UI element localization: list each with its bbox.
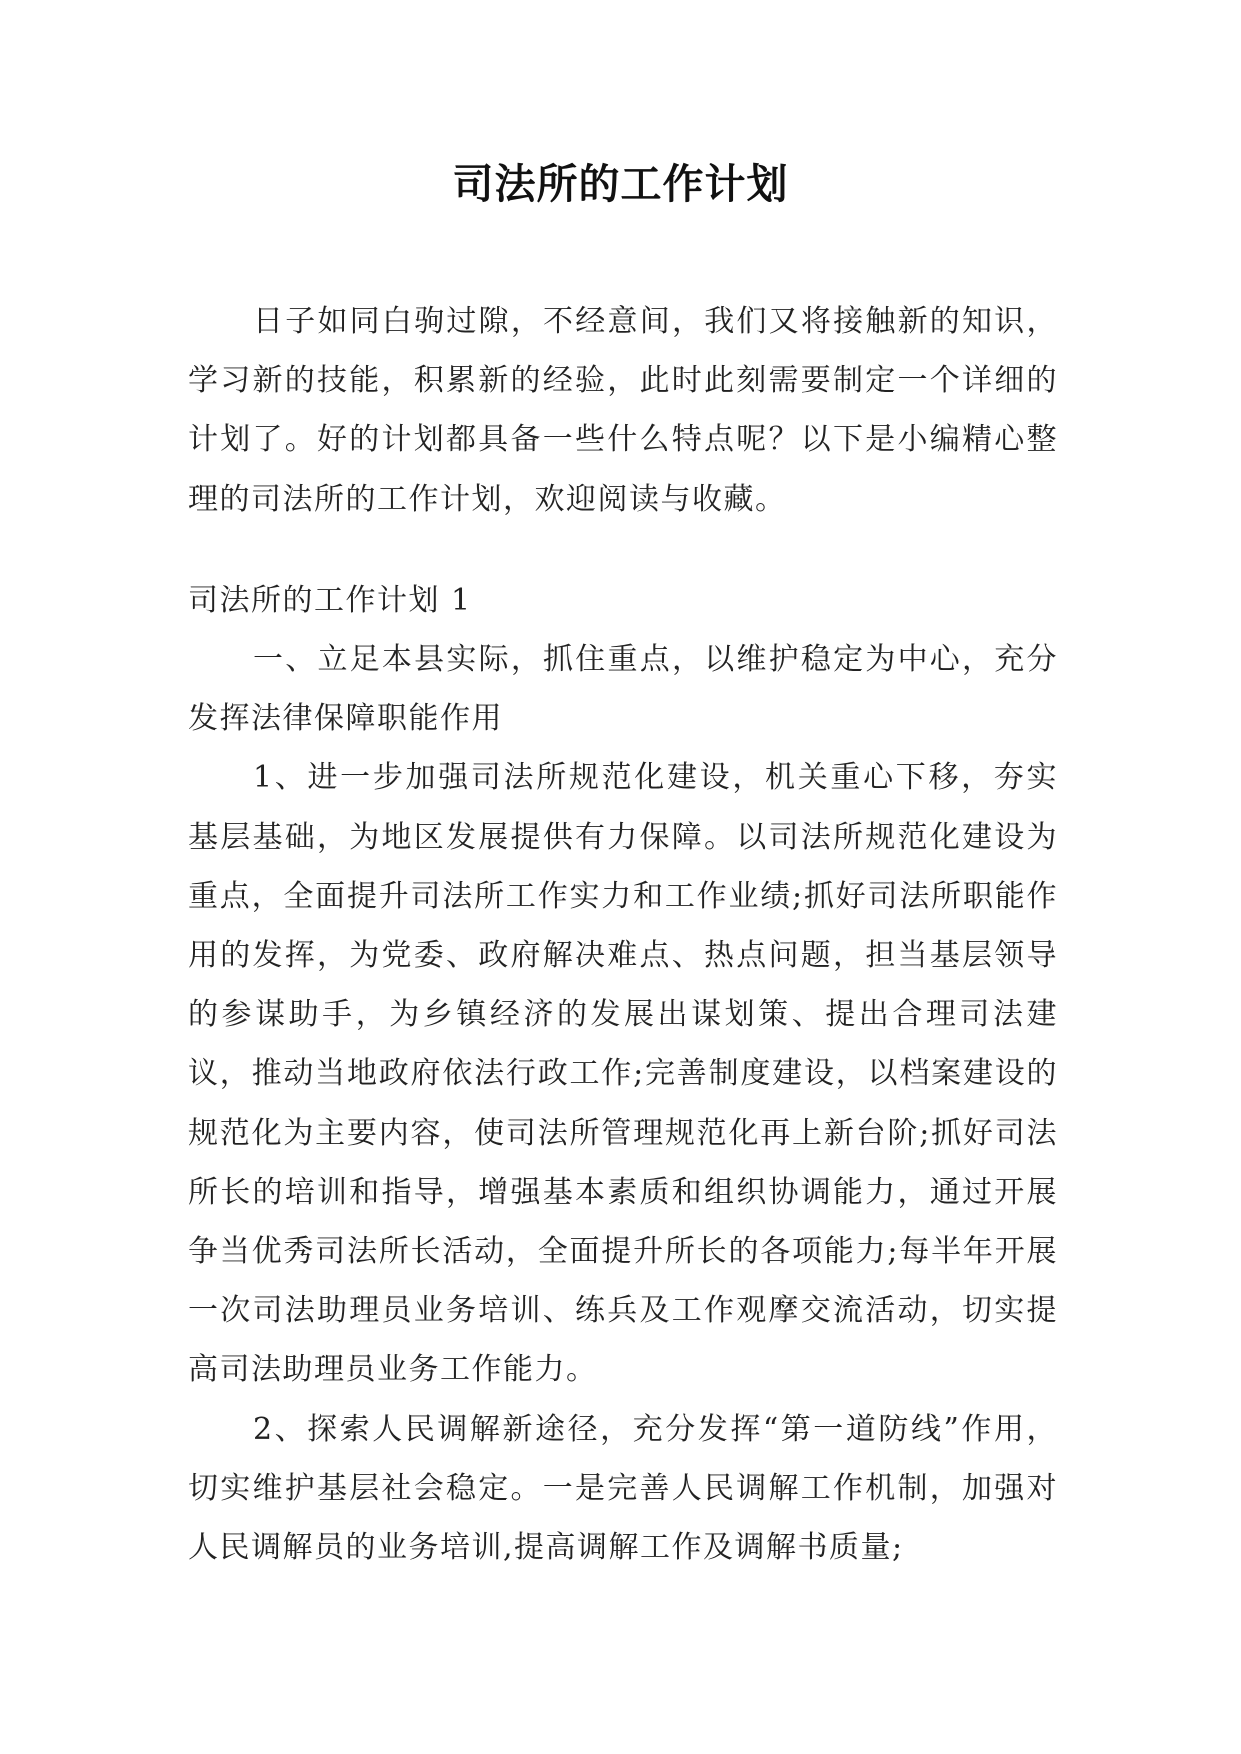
- paragraph-2: 1、进一步加强司法所规范化建设，机关重心下移，夯实基层基础，为地区发展提供有力保障。以司法所规范化建设为重点，全面提升司法所工作实力和工作业绩;抓好司法所职能作用的发挥，为党委、政府解决难点、热点问题，担当基层领导的参谋助手，为乡镇经济的发展出谋划策、提出合理司法建议，推动当地政府依法行政工作;完善制度建设，以档案建设的规范化为主要内容，使司法所管理规范化再上新台阶;抓好司法所长的培训和指导，增强基本素质和组织协调能力，通过开展争当优秀司法所长活动，全面提升所长的各项能力;每半年开展一次司法助理员业务培训、练兵及工作观摩交流活动，切实提高司法助理员业务工作能力。: [188, 760, 1058, 1388]
- paragraph-3: 2、探索人民调解新途径，充分发挥“第一道防线”作用，切实维护基层社会稳定。一是完善人民调解工作机制，加强对人民调解员的业务培训,提高调解工作及调解书质量;: [188, 1411, 1058, 1566]
- intro-paragraph: 日子如同白驹过隙，不经意间，我们又将接触新的知识，学习新的技能，积累新的经验，此时此刻需要制定一个详细的计划了。好的计划都具备一些什么特点呢？以下是小编精心整理的司法所的工作计划，欢迎阅读与收藏。: [188, 304, 1058, 517]
- section-heading: 司法所的工作计划 1: [188, 582, 472, 618]
- paragraph-1: 一、立足本县实际，抓住重点，以维护稳定为中心，充分发挥法律保障职能作用: [188, 642, 1058, 737]
- document-body: [188, 292, 1058, 1577]
- document-title: 司法所的工作计划: [452, 160, 789, 208]
